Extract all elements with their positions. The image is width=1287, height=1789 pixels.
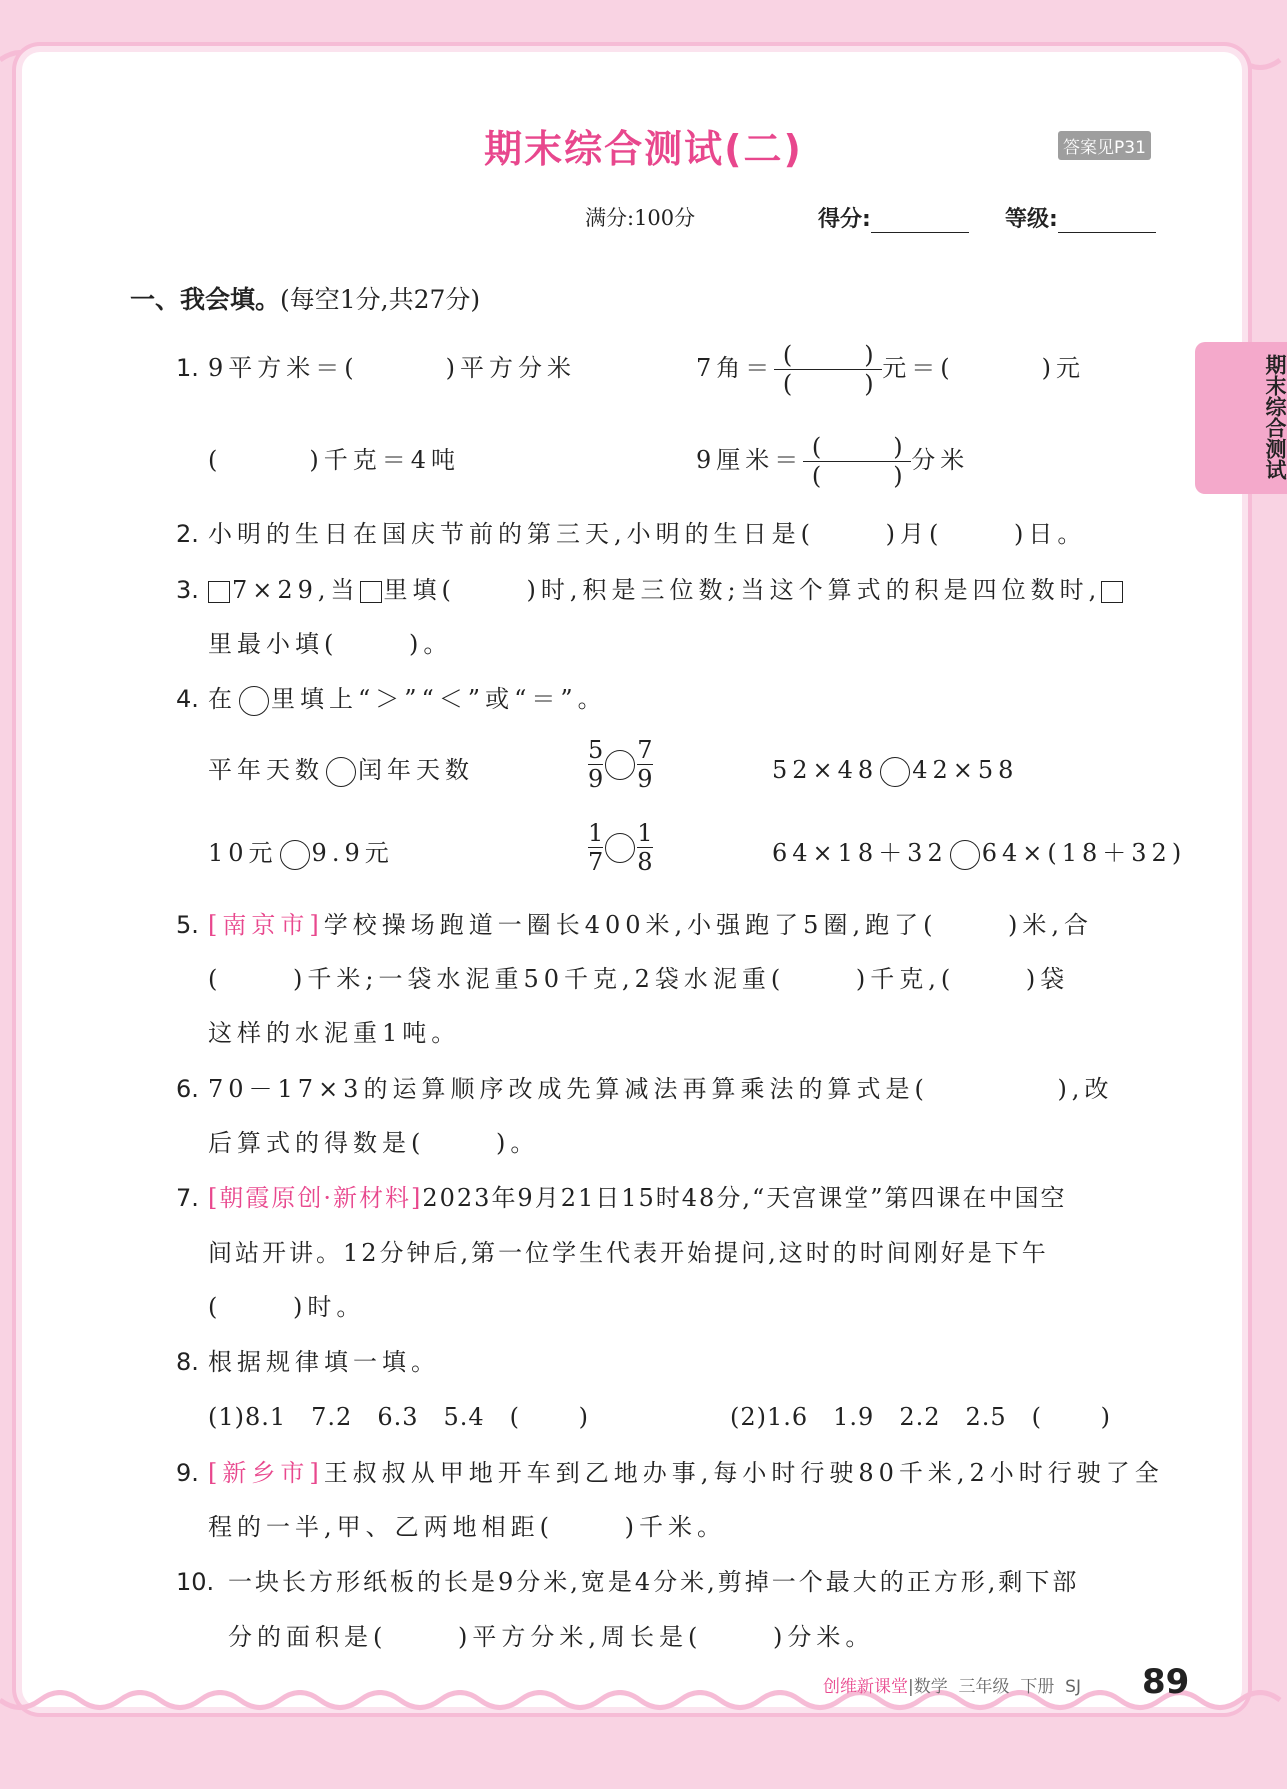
q1-b: 7角＝ $\frac{( )}{( )}$ 元＝( )元 [696, 341, 1086, 398]
q7-line3: ( )时。 [208, 1293, 366, 1321]
q7-line2: 间站开讲。12分钟后,第一位学生代表开始提问,这时的时间刚好是下午 [208, 1239, 1049, 1267]
q3-line2: 里最小填( )。 [208, 630, 453, 658]
q10-line2: 分的面积是( )平方分米,周长是( )分米。 [228, 1623, 875, 1651]
q1-d: 9厘米＝ $\frac{( )}{( )}$ 分米 [696, 433, 970, 490]
full-score: 满分:100分 [585, 206, 696, 230]
q1-a: 9平方米＝( )平方分米 [208, 354, 576, 382]
score-label: 得分: [818, 207, 871, 232]
side-tab: 期末综合测试 [1195, 342, 1287, 494]
q-number: 6. [176, 1075, 199, 1103]
q4-text: 在 里填上“＞”“＜”或“＝”。 [208, 684, 607, 716]
region-tag: [新乡市] [208, 1459, 324, 1487]
q-number: 9. [176, 1459, 199, 1487]
grade-label: 等级: [1005, 207, 1058, 232]
q4-compare-1: 平年天数 闰年天数 [208, 755, 474, 787]
q4-compare-5: $\frac{1}{7}$ $\frac{1}{8}$ [588, 819, 653, 876]
q5-line3: 这样的水泥重1吨。 [208, 1019, 461, 1047]
answer-reference-badge: 答案见P31 [1058, 131, 1151, 160]
q4-compare-4: 10元 9.9元 [208, 838, 394, 870]
q-number: 8. [176, 1348, 199, 1376]
q-number: 1. [176, 354, 199, 382]
q10-line1: 一块长方形纸板的长是9分米,宽是4分米,剪掉一个最大的正方形,剩下部 [228, 1568, 1080, 1596]
q1-c: ( )千克＝4吨 [208, 446, 460, 474]
q-number: 4. [176, 685, 199, 713]
q6-line2: 后算式的得数是( )。 [208, 1129, 540, 1157]
brand: 创维新课堂 [823, 1677, 908, 1697]
q9-line1: [新乡市]王叔叔从甲地开车到乙地办事,每小时行驶80千米,2小时行驶了全 [208, 1459, 1164, 1487]
score-field[interactable] [818, 202, 969, 233]
q3-line1: 7×29,当 里填( )时,积是三位数;当这个算式的积是四位数时, [208, 575, 1125, 605]
q6-line1: 70－17×3的运算顺序改成先算减法再算乘法的算式是( ),改 [208, 1075, 1114, 1103]
q8-seq1: (1)8.1 7.2 6.3 5.4 ( ) [208, 1403, 590, 1431]
q5-line1: [南京市]学校操场跑道一圈长400米,小强跑了5圈,跑了( )米,合 [208, 911, 1094, 939]
q-number: 2. [176, 520, 199, 548]
source-tag: [朝霞原创·新材料] [208, 1184, 423, 1212]
q4-compare-2: $\frac{5}{9}$ $\frac{7}{9}$ [588, 736, 653, 793]
region-tag: [南京市] [208, 911, 324, 939]
q2-text: 小明的生日在国庆节前的第三天,小明的生日是( )月( )日。 [208, 520, 1087, 548]
page-number: 89 [1142, 1662, 1190, 1702]
q5-line2: ( )千米;一袋水泥重50千克,2袋水泥重( )千克,( )袋 [208, 965, 1070, 993]
section-heading: 一、我会填。(每空1分,共27分) [130, 285, 481, 314]
q8-text: 根据规律填一填。 [208, 1348, 440, 1376]
q9-line2: 程的一半,甲、乙两地相距( )千米。 [208, 1513, 726, 1541]
q-number: 5. [176, 911, 199, 939]
page-title: 期末综合测试(二) [484, 127, 803, 171]
grade-field[interactable] [1005, 202, 1156, 233]
wavy-border-bottom [0, 1690, 1287, 1720]
footer: 创维新课堂|数学 三年级 下册 SJ [823, 1677, 1081, 1697]
q-number: 10. [176, 1568, 215, 1596]
q7-line1: [朝霞原创·新材料]2023年9月21日15时48分,“天宫课堂”第四课在中国空 [208, 1184, 1067, 1212]
q4-compare-6: 64×18＋32 64×(18＋32) [772, 838, 1186, 870]
q-number: 3. [176, 576, 199, 604]
q8-seq2: (2)1.6 1.9 2.2 2.5 ( ) [730, 1403, 1112, 1431]
q-number: 7. [176, 1184, 199, 1212]
q4-compare-3: 52×48 42×58 [772, 755, 1018, 787]
